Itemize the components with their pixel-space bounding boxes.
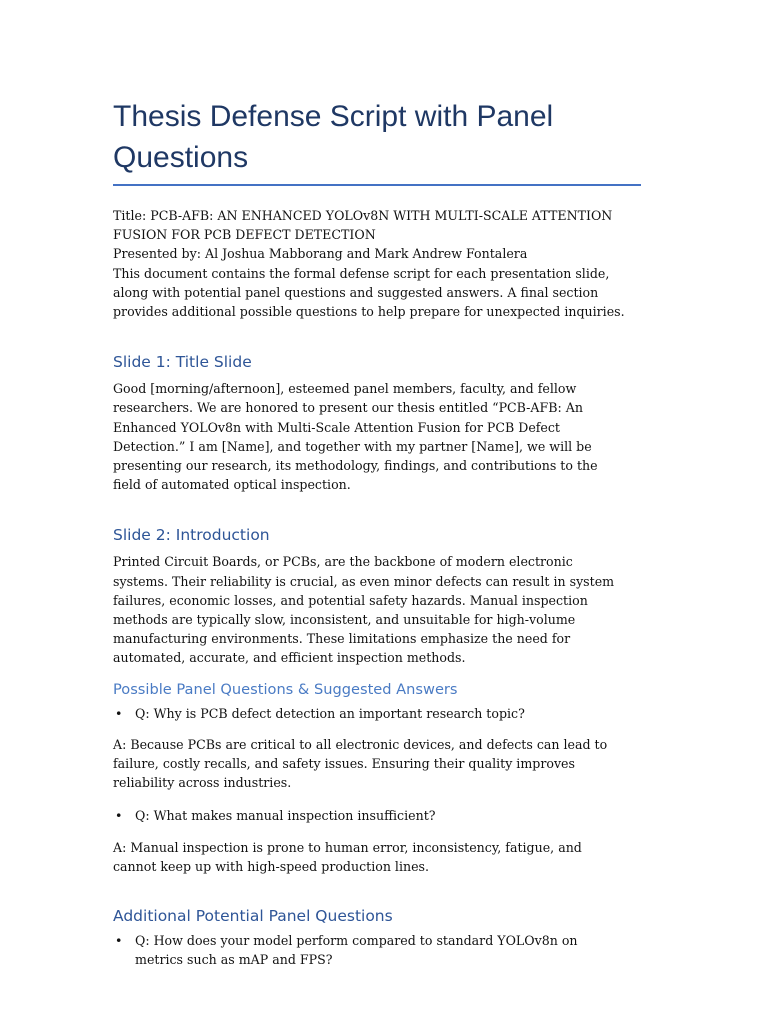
section-paragraph-slide-1: Good [morning/afternoon], esteemed panel members, faculty, and fellow researchers. We are honored to present our thesis entitled “PCB-AFB: An Enhanced YOLOv8n with Multi-Scale Attention Fusion for PCB Defect Detection.” I am [Name], and together with my partner [Name], we will be presenting our research, its methodology, findings, and contributions to the field of automated optical inspection. bbox=[113, 381, 598, 493]
document-title: Thesis Defense Script with Panel Questions bbox=[113, 100, 554, 174]
document-meta bbox=[113, 206, 628, 321]
additional-questions-heading: Additional Potential Panel Questions bbox=[113, 907, 393, 926]
panel-questions bbox=[113, 680, 628, 876]
bullet-icon: • bbox=[115, 705, 123, 721]
qa-item bbox=[113, 704, 628, 793]
qa-item bbox=[113, 806, 628, 876]
answer-text: A: Because PCBs are critical to all electronic devices, and defects can lead to failure, costly recalls, and safety issues. Ensuring their quality improves reliability across industries. bbox=[113, 736, 608, 791]
question-list bbox=[113, 704, 628, 723]
additional-questions-section bbox=[113, 906, 628, 969]
section-slide-1 bbox=[113, 352, 628, 494]
bullet-icon: • bbox=[115, 933, 123, 949]
title-underline-divider bbox=[113, 184, 641, 186]
question-list bbox=[113, 806, 628, 825]
section-slide-2 bbox=[113, 525, 628, 876]
additional-question-list bbox=[113, 931, 628, 969]
presenters-line: Presented by: Al Joshua Mabborang and Mark Andrew Fontalera bbox=[113, 246, 528, 262]
question-text: Q: What makes manual inspection insufficient? bbox=[135, 808, 436, 824]
question-item bbox=[113, 704, 628, 723]
question-item bbox=[113, 806, 628, 825]
question-text: Q: Why is PCB defect detection an important research topic? bbox=[135, 705, 525, 721]
intro-paragraph: This document contains the formal defense script for each presentation slide, along with potential panel questions and suggested answers. A final section provides additional possible questions to help prepare for unexpected inquiries. bbox=[113, 265, 625, 320]
section-heading-slide-2: Slide 2: Introduction bbox=[113, 526, 270, 545]
bullet-icon: • bbox=[115, 808, 123, 824]
answer-text: A: Manual inspection is prone to human error, inconsistency, fatigue, and cannot keep up with high-speed production lines. bbox=[113, 839, 582, 874]
section-paragraph-slide-2: Printed Circuit Boards, or PCBs, are the backbone of modern electronic systems. Their reliability is crucial, as even minor defects can result in system failures, economic losses, and potential safety hazards. Manual inspection methods are typically slow, inconsistent, and unsuitable for high-volume manufacturing environments. These limitations emphasize the need for automated, accurate, and efficient inspection methods. bbox=[113, 554, 615, 666]
section-heading-slide-1: Slide 1: Title Slide bbox=[113, 353, 252, 372]
thesis-title-line: Title: PCB-AFB: AN ENHANCED YOLOv8N WITH MULTI-SCALE ATTENTION FUSION FOR PCB DEFECT DETECTION bbox=[113, 208, 613, 243]
question-item bbox=[113, 931, 628, 969]
question-text: Q: How does your model perform compared to standard YOLOv8n on metrics such as mAP and FPS? bbox=[135, 933, 578, 968]
panel-questions-heading: Possible Panel Questions & Suggested Answers bbox=[113, 680, 458, 698]
